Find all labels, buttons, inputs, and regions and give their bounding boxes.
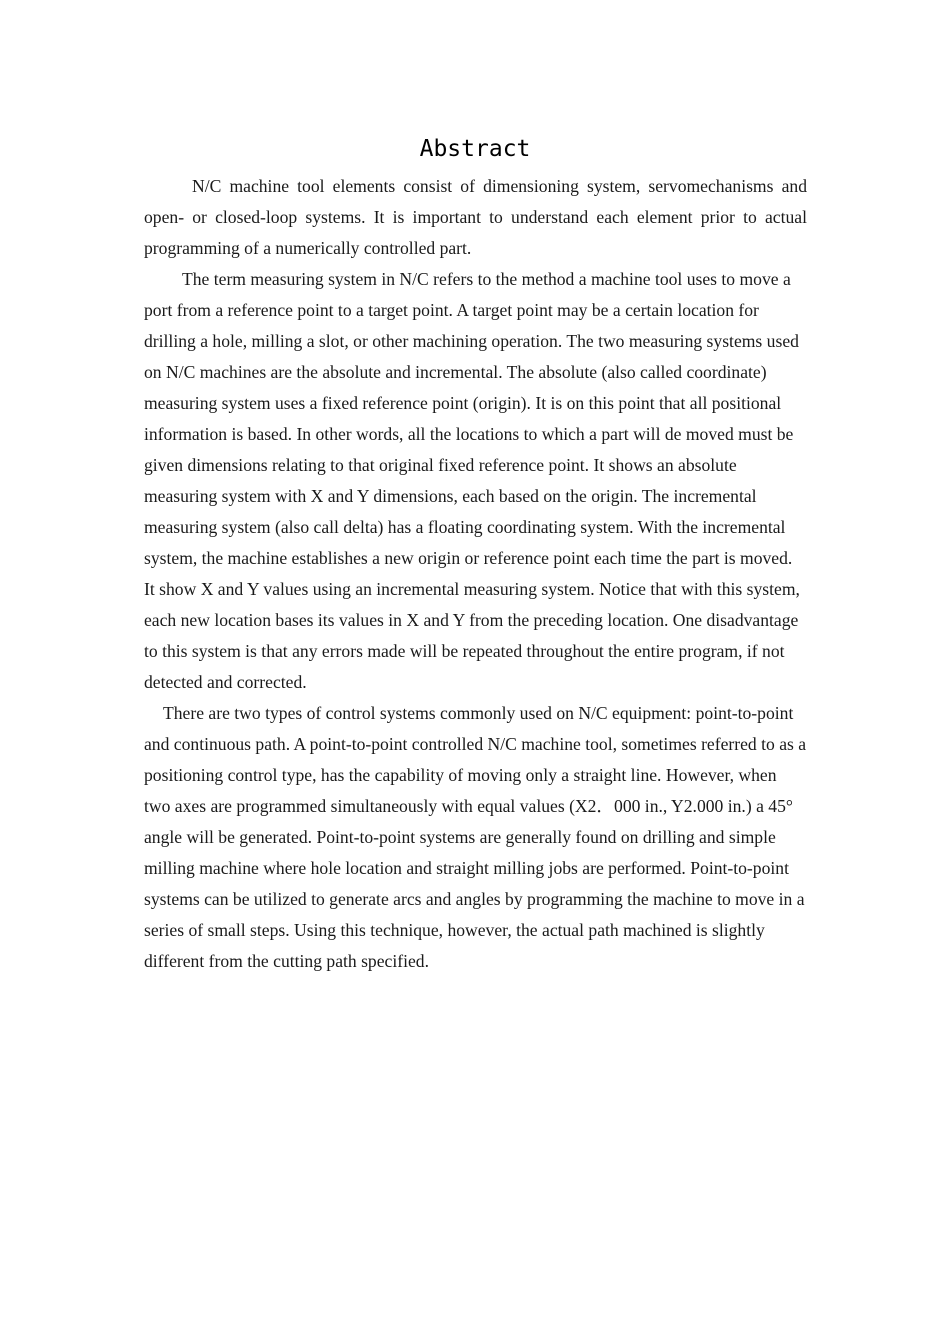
paragraph-1: N/C machine tool elements consist of dimensioning system, servomechanisms and open- or closed-loop systems. It is important to understand each element prior to actual programming of a numerically controlled part. [144,176,807,258]
paragraph-3: There are two types of control systems commonly used on N/C equipment: point-to-point and continuous path. A point-to-point controlled N/C machine tool, sometimes referred to as a positioning control type, has the capability of moving only a straight line. However, when two axes are programmed simultaneously with equal values (X2．000 in., Y2.000 in.) a 45° angle will be generated. Point-to-point systems are generally found on drilling and simple milling machine where hole location and straight milling jobs are performed. Point-to-point systems can be utilized to generate arcs and angles by programming the machine to move in a series of small steps. Using this technique, however, the actual path machined is slightly different from the cutting path specified. [144,703,807,971]
paragraph-2: The term measuring system in N/C refers to the method a machine tool uses to move a port from a reference point to a target point. A target point may be a certain location for drilling a hole, milling a slot, or other machining operation. The two measuring systems used on N/C machines are the absolute and incremental. The absolute (also called coordinate) measuring system uses a fixed reference point (origin). It is on this point that all positional information is based. In other words, all the locations to which a part will de moved must be given dimensions relating to that original fixed reference point. It shows an absolute measuring system with X and Y dimensions, each based on the origin. The incremental measuring system (also call delta) has a floating coordinating system. With the incremental system, the machine establishes a new origin or reference point each time the part is moved. It show X and Y values using an incremental measuring system. Notice that with this system, each new location bases its values in X and Y from the preceding location. One disadvantage to this system is that any errors made will be repeated throughout the entire program, if not detected and corrected. [144,269,800,692]
page-title: Abstract [419,136,531,162]
abstract-body [144,171,807,977]
